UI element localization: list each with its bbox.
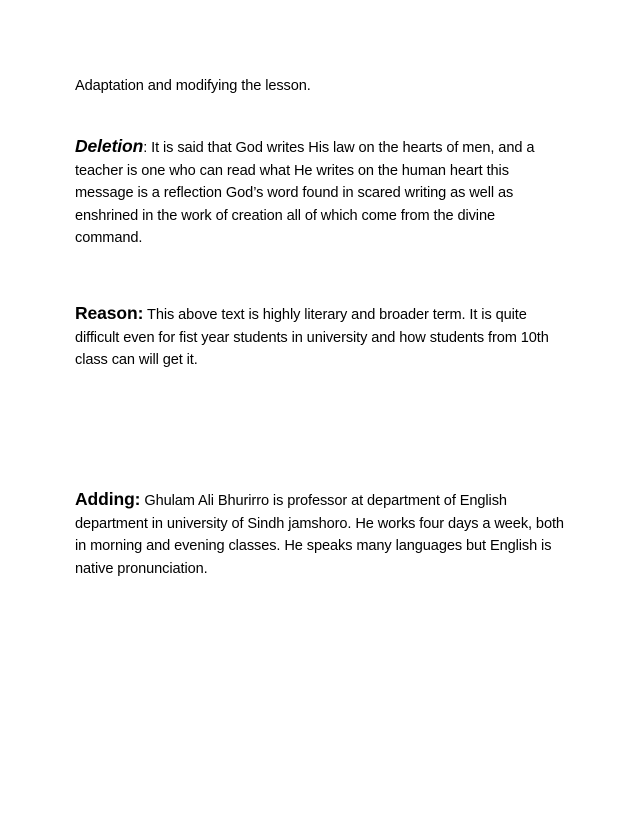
reason-text: This above text is highly literary and broader term. It is quite difficult even for fist year students in university and how students from 10th class can will get it.	[75, 307, 549, 368]
deletion-label-suffix: :	[143, 140, 148, 156]
reason-label: Reason:	[75, 303, 144, 323]
deletion-paragraph	[75, 135, 565, 250]
page-title: Adaptation and modifying the lesson.	[75, 78, 311, 94]
adding-label: Adding:	[75, 489, 141, 509]
deletion-text: It is said that God writes His law on the hearts of men, and a teacher is one who can read what He writes on the human heart this message is a reflection God’s word found in scared writing as well as enshrined in the work of creation all of which come from the divine command.	[75, 140, 535, 246]
reason-paragraph	[75, 302, 565, 372]
adding-paragraph	[75, 488, 565, 580]
adding-text: Ghulam Ali Bhurirro is professor at department of English department in university of Sindh jamshoro. He works four days a week, both in morning and evening classes. He speaks many languages but English is native pronunciation.	[75, 493, 564, 577]
deletion-label: Deletion	[75, 136, 144, 156]
